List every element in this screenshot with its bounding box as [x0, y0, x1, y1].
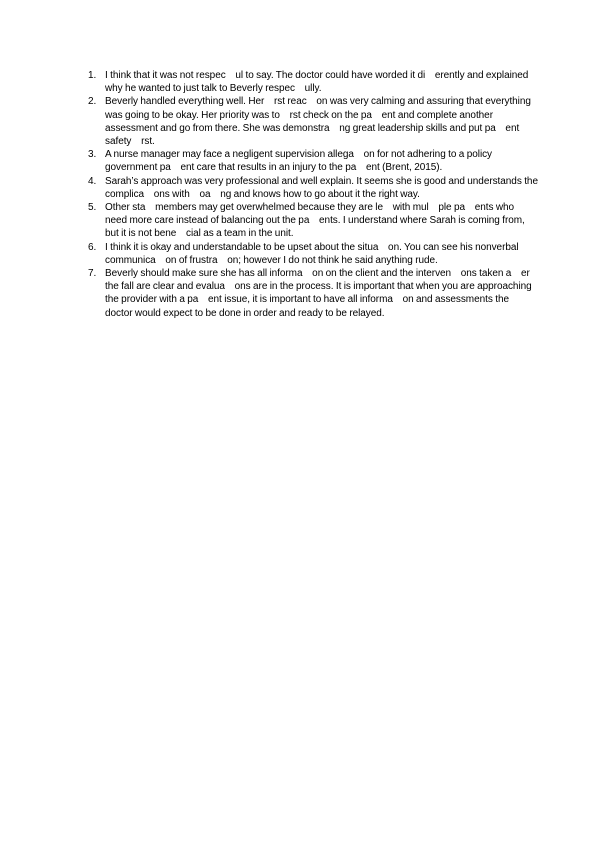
list-item: [88, 69, 538, 95]
item-text: Sarah’s approach was very professional and well explain. It seems she is good and understands the complica ons with oa ng and knows how to go about it the right way.: [105, 175, 541, 200]
item-text: A nurse manager may face a negligent supervision allega on for not adhering to a policy government pa ent care that results in an injury to the pa ent (Brent, 2015).: [105, 149, 495, 174]
numbered-answer-list: [88, 69, 541, 320]
item-text: I think it is okay and understandable to be upset about the situa on. You can see his nonverbal communica on of frustra on; however I do not think he said anything rude.: [105, 241, 521, 266]
item-number: 2.: [88, 96, 97, 108]
list-item: [88, 201, 538, 241]
item-number: 7.: [88, 268, 97, 280]
item-text: Beverly should make sure she has all informa on on the client and the interven ons taken a er the fall are clear and evalua ons are in the process. It is important that when you are approaching the provider with a pa ent issue, it is important to have all informa on and assessments the doctor would expect to be done in order and ready to be relayed.: [105, 268, 535, 319]
list-item: [88, 175, 541, 201]
item-text: I think that it was not respec ul to say. The doctor could have worded it di erently and explained why he wanted to just talk to Beverly respec ully.: [105, 70, 531, 95]
item-number: 5.: [88, 202, 97, 214]
list-item: [88, 148, 538, 174]
item-text: Beverly handled everything well. Her rst reac on was very calming and assuring that everything was going to be okay. Her priority was to rst check on the pa ent and complete another assessment and go from there. She was demonstra ng great leadership skills and put pa ent safety rst.: [105, 96, 534, 148]
item-number: 6.: [88, 241, 97, 253]
item-number: 4.: [88, 175, 97, 187]
list-item: [88, 241, 538, 267]
item-number: 3.: [88, 149, 97, 161]
item-text: Other sta members may get overwhelmed because they are le with mul ple pa ents who need more care instead of balancing out the pa ents. I understand where Sarah is coming from, but it is not bene cial as a team in the unit.: [105, 202, 528, 240]
item-number: 1.: [88, 70, 97, 81]
list-item: [88, 267, 538, 320]
list-item: [88, 95, 538, 148]
